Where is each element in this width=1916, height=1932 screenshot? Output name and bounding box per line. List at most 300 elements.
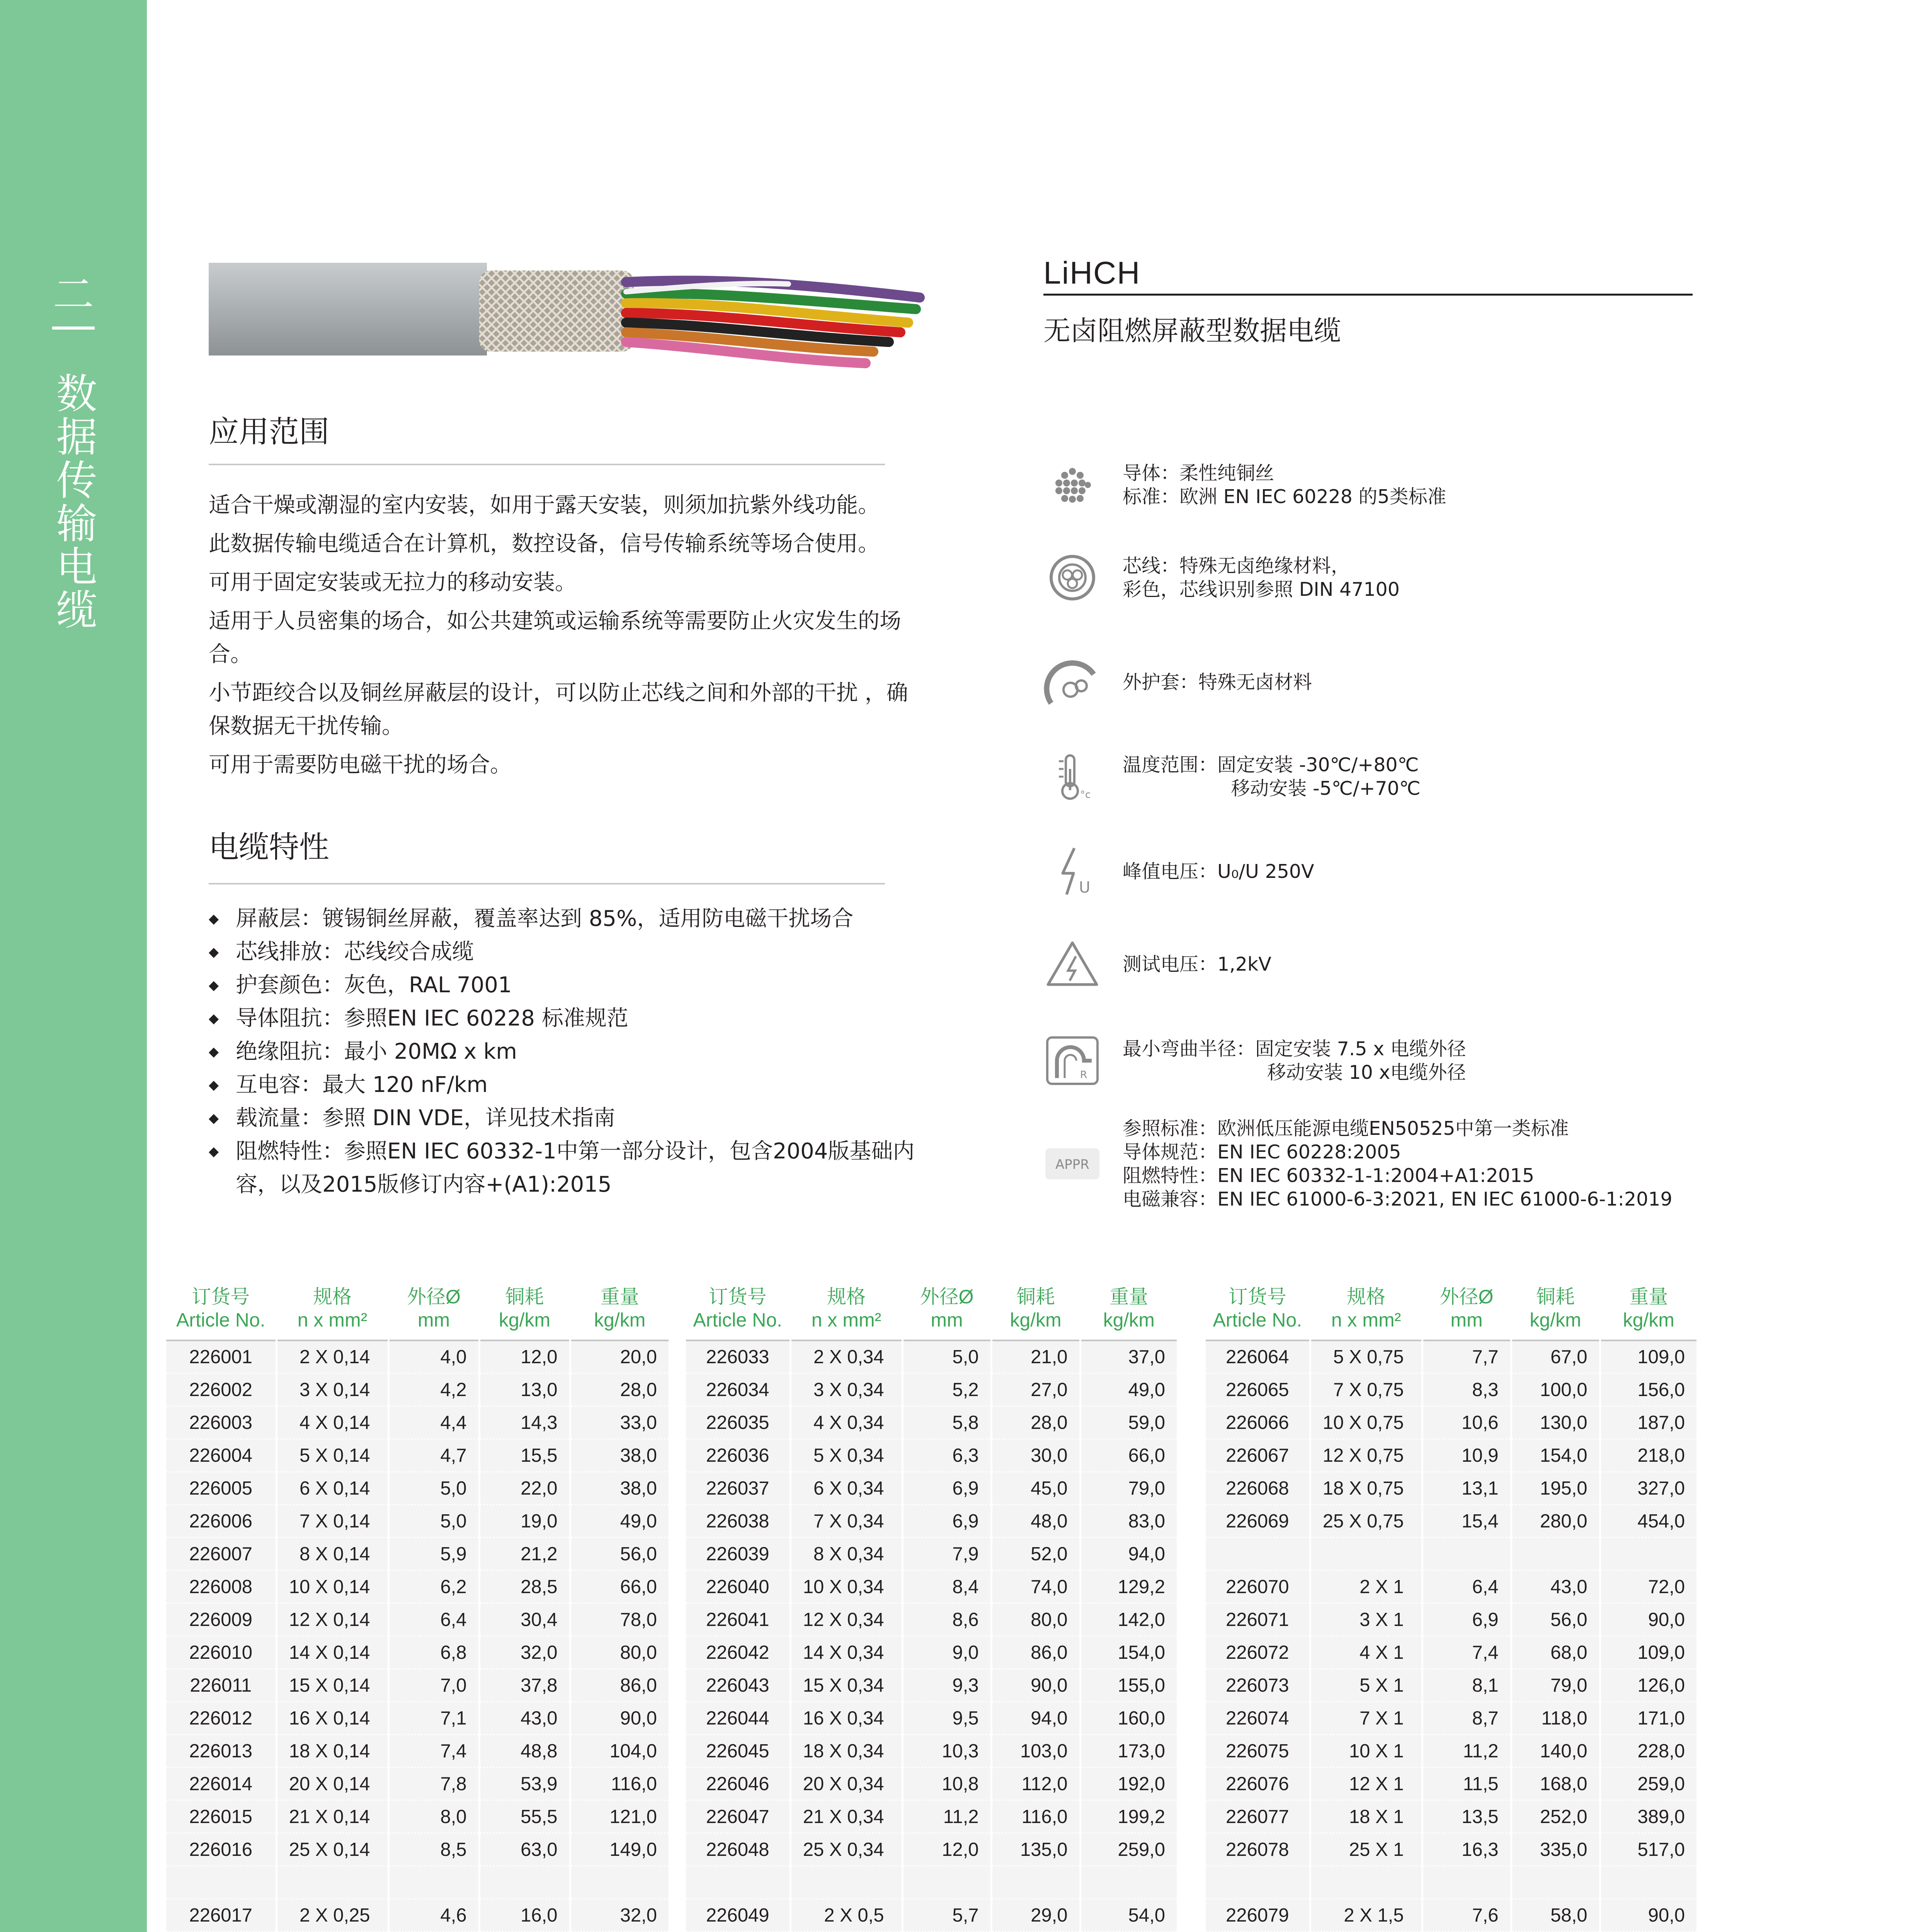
- table-row: [1206, 1406, 1696, 1439]
- table-row: [1206, 1340, 1696, 1373]
- copper-weight: 168,0: [1511, 1767, 1600, 1800]
- cable-spec: 14 X 0,34: [790, 1636, 902, 1669]
- cable-weight: 187,0: [1600, 1406, 1696, 1439]
- table-row: [166, 1833, 669, 1866]
- spec-peak-voltage-text: 峰值电压：U₀/U 250V: [1123, 860, 1314, 883]
- cable-weight: 59,0: [1080, 1406, 1177, 1439]
- column-header: [1422, 1277, 1511, 1340]
- copper-weight: 100,0: [1511, 1373, 1600, 1406]
- cable-weight: 155,0: [1080, 1669, 1177, 1702]
- cable-weight: 154,0: [1080, 1636, 1177, 1669]
- spec-standards: [1043, 1117, 1778, 1211]
- copper-weight: 80,0: [991, 1603, 1080, 1636]
- cable-weight: 517,0: [1600, 1833, 1696, 1866]
- cable-spec: 6 X 0,34: [790, 1472, 902, 1505]
- approval-icon-label: APPR: [1055, 1157, 1089, 1172]
- outer-diameter: 6,4: [1422, 1570, 1511, 1603]
- outer-diameter: 6,9: [902, 1505, 991, 1537]
- outer-diameter: 16,3: [1422, 1833, 1511, 1866]
- copper-weight: 30,0: [991, 1439, 1080, 1472]
- outer-diameter: 7,8: [388, 1767, 479, 1800]
- cable-spec: 25 X 0,34: [790, 1833, 902, 1866]
- table-row: [686, 1735, 1177, 1767]
- article-number: 226075: [1206, 1735, 1310, 1767]
- article-number: 226064: [1206, 1340, 1310, 1373]
- outer-diameter: 9,3: [902, 1669, 991, 1702]
- column-header: [902, 1277, 991, 1340]
- table-row: [166, 1767, 669, 1800]
- table-row: [1206, 1636, 1696, 1669]
- copper-weight: 37,8: [479, 1669, 570, 1702]
- column-header-en: kg/km: [1010, 1309, 1062, 1331]
- spec-table-1: [166, 1277, 669, 1932]
- column-header-en: n x mm²: [811, 1309, 881, 1331]
- usage-heading: 应用范围: [209, 415, 330, 449]
- cable-spec: 21 X 0,34: [790, 1800, 902, 1833]
- spec-bend-radius-text: 最小弯曲半径：固定安装 7.5 x 电缆外径 移动安装 10 x电缆外径: [1123, 1038, 1466, 1083]
- column-header-en: n x mm²: [1331, 1309, 1401, 1331]
- table-row: [1206, 1373, 1696, 1406]
- table-row: [686, 1702, 1177, 1735]
- outer-diameter: 5,7: [902, 1899, 991, 1932]
- table-row: [166, 1702, 669, 1735]
- column-header-zh: 重量: [1629, 1286, 1668, 1308]
- column-header: [790, 1277, 902, 1340]
- cable-weight: 126,0: [1600, 1669, 1696, 1702]
- spec-conductor-text: 导体：柔性纯铜丝 标准：欧洲 EN IEC 60228 的5类标准: [1123, 462, 1446, 508]
- article-number: [1206, 1866, 1310, 1899]
- usage-paragraph: 适用于人员密集的场合，如公共建筑或运输系统等需要防止火灾发生的场合。: [209, 609, 901, 667]
- table-row: [686, 1767, 1177, 1800]
- table-row: [1206, 1735, 1696, 1767]
- spec-conductor: [1043, 456, 1778, 514]
- copper-weight: 13,0: [479, 1373, 570, 1406]
- column-header-zh: 重量: [1109, 1286, 1149, 1308]
- outer-diameter: 4,4: [388, 1406, 479, 1439]
- spec-bend-radius: [1043, 1032, 1778, 1090]
- cable-spec: 20 X 0,34: [790, 1767, 902, 1800]
- copper-weight: 52,0: [991, 1537, 1080, 1570]
- article-number: 226041: [686, 1603, 790, 1636]
- table-row: [166, 1537, 669, 1570]
- cable-weight: 72,0: [1600, 1570, 1696, 1603]
- column-header: [1511, 1277, 1600, 1340]
- column-header-zh: 规格: [1347, 1286, 1385, 1308]
- copper-weight: [1511, 1537, 1600, 1570]
- spec-test-voltage: [1043, 935, 1778, 993]
- outer-diameter: 7,1: [388, 1702, 479, 1735]
- cable-spec: [790, 1866, 902, 1899]
- product-description: 无卤阻燃屏蔽型数据电缆: [1043, 315, 1341, 347]
- spec-core-text: 芯线：特殊无卤绝缘材料， 彩色，芯线识别参照 DIN 47100: [1123, 555, 1400, 600]
- table-row: [1206, 1439, 1696, 1472]
- copper-weight: 154,0: [1511, 1439, 1600, 1472]
- spec-sheath: [1043, 653, 1778, 711]
- copper-weight: 335,0: [1511, 1833, 1600, 1866]
- copper-weight: 32,0: [479, 1636, 570, 1669]
- cable-weight: 56,0: [570, 1537, 669, 1570]
- cable-weight: [1600, 1866, 1696, 1899]
- article-number: 226037: [686, 1472, 790, 1505]
- cable-spec: 12 X 1: [1310, 1767, 1422, 1800]
- copper-weight: 15,5: [479, 1439, 570, 1472]
- cable-spec: 15 X 0,34: [790, 1669, 902, 1702]
- article-number: 226042: [686, 1636, 790, 1669]
- article-number: 226040: [686, 1570, 790, 1603]
- cable-spec: 2 X 0,34: [790, 1340, 902, 1373]
- copper-weight: 252,0: [1511, 1800, 1600, 1833]
- cable-spec: 2 X 0,14: [276, 1340, 388, 1373]
- copper-weight: [991, 1866, 1080, 1899]
- conductor-icon: [1043, 456, 1101, 514]
- article-number: 226009: [166, 1603, 276, 1636]
- cable-weight: 66,0: [1080, 1439, 1177, 1472]
- outer-diameter: 8,3: [1422, 1373, 1511, 1406]
- outer-diameter: 10,3: [902, 1735, 991, 1767]
- cable-weight: [570, 1866, 669, 1899]
- spec-table-3: [1206, 1277, 1696, 1932]
- cable-weight: 228,0: [1600, 1735, 1696, 1767]
- copper-weight: 112,0: [991, 1767, 1080, 1800]
- column-header-zh: 外径Ø: [1440, 1286, 1494, 1308]
- article-number: 226074: [1206, 1702, 1310, 1735]
- bend-radius-icon: [1043, 1032, 1101, 1090]
- cable-weight: 83,0: [1080, 1505, 1177, 1537]
- table-row: [1206, 1702, 1696, 1735]
- column-header: [276, 1277, 388, 1340]
- outer-diameter: 7,0: [388, 1669, 479, 1702]
- outer-diameter: 8,1: [1422, 1669, 1511, 1702]
- article-number: 226007: [166, 1537, 276, 1570]
- cable-weight: 259,0: [1080, 1833, 1177, 1866]
- outer-diameter: [902, 1866, 991, 1899]
- article-number: 226017: [166, 1899, 276, 1932]
- table-row: [1206, 1472, 1696, 1505]
- article-number: 226014: [166, 1767, 276, 1800]
- copper-weight: 21,0: [991, 1340, 1080, 1373]
- copper-weight: 30,4: [479, 1603, 570, 1636]
- sheath-icon: [1043, 653, 1101, 711]
- usage-rule: [209, 464, 885, 465]
- cable-spec: 4 X 1: [1310, 1636, 1422, 1669]
- property-item: ◆ 阻燃特性：参照EN IEC 60332-1中第一部分设计，包含2004版基础内容，以及2015版修订内容+(A1):2015: [209, 1135, 935, 1201]
- article-number: 226035: [686, 1406, 790, 1439]
- copper-weight: [1511, 1866, 1600, 1899]
- outer-diameter: [388, 1866, 479, 1899]
- cable-weight: 109,0: [1600, 1340, 1696, 1373]
- table-row: [166, 1636, 669, 1669]
- table-body: [1206, 1340, 1696, 1932]
- table-row: [686, 1439, 1177, 1472]
- article-number: 226072: [1206, 1636, 1310, 1669]
- outer-diameter: 5,0: [388, 1472, 479, 1505]
- table-row: [1206, 1899, 1696, 1932]
- table-row: [686, 1899, 1177, 1932]
- property-item: ◆ 互电容：最大 120 nF/km: [209, 1068, 935, 1102]
- outer-diameter: 4,0: [388, 1340, 479, 1373]
- spec-temperature: [1043, 748, 1778, 806]
- table-row: [166, 1866, 669, 1899]
- column-header-zh: 规格: [827, 1286, 866, 1308]
- cable-weight: 38,0: [570, 1439, 669, 1472]
- table-body: [686, 1340, 1177, 1932]
- cable-spec: 12 X 0,75: [1310, 1439, 1422, 1472]
- cable-weight: 20,0: [570, 1340, 669, 1373]
- cable-weight: 86,0: [570, 1669, 669, 1702]
- copper-weight: 45,0: [991, 1472, 1080, 1505]
- article-number: 226010: [166, 1636, 276, 1669]
- column-header-zh: 订货号: [708, 1286, 767, 1308]
- column-header: [166, 1277, 276, 1340]
- thermometer-icon: [1043, 748, 1101, 806]
- article-number: 226016: [166, 1833, 276, 1866]
- spec-standards-text: 参照标准：欧洲低压能源电缆EN50525中第一类标准 导体规范：EN IEC 60228:2005 阻燃特性：EN IEC 60332-1-1:2004+A1:2015 电磁兼容：EN IEC 61000-6-3:2021, EN IEC 61000-6-1:2019: [1123, 1117, 1673, 1210]
- cable-spec: 8 X 0,34: [790, 1537, 902, 1570]
- outer-diameter: 4,7: [388, 1439, 479, 1472]
- cable-weight: 121,0: [570, 1800, 669, 1833]
- cable-spec: 16 X 0,14: [276, 1702, 388, 1735]
- column-header-en: mm: [1450, 1309, 1483, 1331]
- cable-weight: 90,0: [1600, 1603, 1696, 1636]
- copper-weight: 16,0: [479, 1899, 570, 1932]
- cable-spec: [276, 1866, 388, 1899]
- cable-spec: 5 X 0,34: [790, 1439, 902, 1472]
- article-number: 226034: [686, 1373, 790, 1406]
- property-item: ◆ 护套颜色：灰色，RAL 7001: [209, 969, 935, 1002]
- table-row: [686, 1373, 1177, 1406]
- article-number: 226015: [166, 1800, 276, 1833]
- column-header-zh: 铜耗: [505, 1286, 544, 1308]
- outer-diameter: 9,5: [902, 1702, 991, 1735]
- cable-weight: 156,0: [1600, 1373, 1696, 1406]
- copper-weight: 116,0: [991, 1800, 1080, 1833]
- column-header-zh: 铜耗: [1016, 1286, 1055, 1308]
- product-code: LiHCH: [1043, 255, 1141, 291]
- table-row: [1206, 1603, 1696, 1636]
- cable-weight: 116,0: [570, 1767, 669, 1800]
- table-row: [686, 1570, 1177, 1603]
- cable-weight: 32,0: [570, 1899, 669, 1932]
- column-header: [570, 1277, 669, 1340]
- cable-weight: 142,0: [1080, 1603, 1177, 1636]
- copper-weight: 135,0: [991, 1833, 1080, 1866]
- cable-photo: [209, 255, 927, 386]
- cable-weight: 454,0: [1600, 1505, 1696, 1537]
- article-number: [1206, 1537, 1310, 1570]
- table-row: [1206, 1800, 1696, 1833]
- article-number: 226066: [1206, 1406, 1310, 1439]
- cable-weight: 79,0: [1080, 1472, 1177, 1505]
- cable-spec: 25 X 1: [1310, 1833, 1422, 1866]
- column-header: [479, 1277, 570, 1340]
- article-number: 226005: [166, 1472, 276, 1505]
- column-header-zh: 订货号: [192, 1286, 250, 1308]
- outer-diameter: 5,2: [902, 1373, 991, 1406]
- article-number: 226079: [1206, 1899, 1310, 1932]
- cable-spec: 10 X 0,75: [1310, 1406, 1422, 1439]
- outer-diameter: 10,9: [1422, 1439, 1511, 1472]
- property-item: ◆ 芯线排放：芯线绞合成缆: [209, 935, 935, 969]
- table-row: [686, 1636, 1177, 1669]
- column-header-en: kg/km: [1103, 1309, 1155, 1331]
- table-row: [166, 1439, 669, 1472]
- cable-weight: 38,0: [570, 1472, 669, 1505]
- article-number: 226006: [166, 1505, 276, 1537]
- properties-rule: [209, 883, 885, 884]
- column-header-zh: 外径Ø: [407, 1286, 461, 1308]
- cable-spec: 7 X 0,34: [790, 1505, 902, 1537]
- copper-weight: 63,0: [479, 1833, 570, 1866]
- article-number: 226033: [686, 1340, 790, 1373]
- spec-test-voltage-text: 测试电压：1,2kV: [1123, 953, 1271, 975]
- copper-weight: 48,8: [479, 1735, 570, 1767]
- cable-spec: [1310, 1866, 1422, 1899]
- cable-spec: 18 X 0,75: [1310, 1472, 1422, 1505]
- outer-diameter: 11,2: [1422, 1735, 1511, 1767]
- cable-weight: 171,0: [1600, 1702, 1696, 1735]
- table-row: [686, 1800, 1177, 1833]
- cable-spec: 16 X 0,34: [790, 1702, 902, 1735]
- table-row: [1206, 1767, 1696, 1800]
- copper-weight: 14,3: [479, 1406, 570, 1439]
- outer-diameter: 6,9: [902, 1472, 991, 1505]
- spec-sheath-text: 外护套：特殊无卤材料: [1123, 671, 1312, 693]
- table-row: [166, 1570, 669, 1603]
- cable-spec: 3 X 0,14: [276, 1373, 388, 1406]
- outer-diameter: 9,0: [902, 1636, 991, 1669]
- column-header: [1080, 1277, 1177, 1340]
- cable-weight: 33,0: [570, 1406, 669, 1439]
- table-row: [686, 1340, 1177, 1373]
- copper-weight: 19,0: [479, 1505, 570, 1537]
- table-row: [166, 1505, 669, 1537]
- article-number: 226068: [1206, 1472, 1310, 1505]
- article-number: [686, 1866, 790, 1899]
- table-row: [686, 1406, 1177, 1439]
- cable-spec: 7 X 0,14: [276, 1505, 388, 1537]
- cable-spec: 3 X 0,34: [790, 1373, 902, 1406]
- article-number: 226076: [1206, 1767, 1310, 1800]
- cable-spec: 18 X 0,14: [276, 1735, 388, 1767]
- table-header-row: [1206, 1277, 1696, 1340]
- copper-weight: 67,0: [1511, 1340, 1600, 1373]
- voltage-icon: [1043, 842, 1101, 900]
- spec-temperature-text: 温度范围：固定安装 -30℃/+80℃ 移动安装 -5℃/+70℃: [1123, 754, 1421, 799]
- outer-diameter: 6,3: [902, 1439, 991, 1472]
- table-row: [1206, 1537, 1696, 1570]
- copper-weight: 74,0: [991, 1570, 1080, 1603]
- spec-peak-voltage: [1043, 842, 1778, 900]
- outer-diameter: 12,0: [902, 1833, 991, 1866]
- article-number: 226069: [1206, 1505, 1310, 1537]
- copper-weight: 56,0: [1511, 1603, 1600, 1636]
- cable-weight: 192,0: [1080, 1767, 1177, 1800]
- cable-spec: 12 X 0,34: [790, 1603, 902, 1636]
- cable-weight: 218,0: [1600, 1439, 1696, 1472]
- section-title: [0, 270, 147, 632]
- column-header-en: mm: [417, 1309, 450, 1331]
- cable-weight: 66,0: [570, 1570, 669, 1603]
- table-row: [1206, 1570, 1696, 1603]
- copper-weight: 90,0: [991, 1669, 1080, 1702]
- copper-weight: 68,0: [1511, 1636, 1600, 1669]
- article-number: [166, 1866, 276, 1899]
- cable-spec: 2 X 0,5: [790, 1899, 902, 1932]
- copper-weight: 12,0: [479, 1340, 570, 1373]
- article-number: 226077: [1206, 1800, 1310, 1833]
- column-header-en: Article No.: [1213, 1309, 1302, 1331]
- table-row: [1206, 1833, 1696, 1866]
- copper-weight: 43,0: [1511, 1570, 1600, 1603]
- cable-spec: 7 X 0,75: [1310, 1373, 1422, 1406]
- copper-weight: 195,0: [1511, 1472, 1600, 1505]
- outer-diameter: 7,9: [902, 1537, 991, 1570]
- spec-core: [1043, 549, 1778, 607]
- article-number: 226073: [1206, 1669, 1310, 1702]
- outer-diameter: 8,5: [388, 1833, 479, 1866]
- article-number: 226012: [166, 1702, 276, 1735]
- table-row: [166, 1472, 669, 1505]
- column-header-zh: 订货号: [1228, 1286, 1286, 1308]
- table-row: [686, 1537, 1177, 1570]
- outer-diameter: 7,4: [388, 1735, 479, 1767]
- properties-heading: 电缆特性: [209, 830, 330, 865]
- table-body: [166, 1340, 669, 1932]
- column-header-zh: 外径Ø: [920, 1286, 974, 1308]
- cable-spec: 2 X 1: [1310, 1570, 1422, 1603]
- copper-weight: 55,5: [479, 1800, 570, 1833]
- outer-diameter: 13,5: [1422, 1800, 1511, 1833]
- usage-paragraph: 适合干燥或潮湿的室内安装，如用于露天安装，则须加抗紫外线功能。: [209, 493, 880, 518]
- outer-diameter: 5,0: [902, 1340, 991, 1373]
- table-row: [1206, 1669, 1696, 1702]
- cable-spec: 25 X 0,75: [1310, 1505, 1422, 1537]
- table-row: [686, 1472, 1177, 1505]
- cable-spec: 18 X 1: [1310, 1800, 1422, 1833]
- article-number: 226011: [166, 1669, 276, 1702]
- cable-spec: 5 X 1: [1310, 1669, 1422, 1702]
- section-divider: [52, 327, 95, 330]
- cable-spec: 4 X 0,14: [276, 1406, 388, 1439]
- outer-diameter: 7,7: [1422, 1340, 1511, 1373]
- column-header-zh: 规格: [313, 1286, 352, 1308]
- outer-diameter: 7,4: [1422, 1636, 1511, 1669]
- outer-diameter: 6,2: [388, 1570, 479, 1603]
- table-row: [686, 1505, 1177, 1537]
- cable-weight: 199,2: [1080, 1800, 1177, 1833]
- column-header: [991, 1277, 1080, 1340]
- outer-diameter: 8,7: [1422, 1702, 1511, 1735]
- cable-spec: 2 X 1,5: [1310, 1899, 1422, 1932]
- table-row: [686, 1603, 1177, 1636]
- svg-text:U: U: [1079, 879, 1091, 896]
- cable-spec: [1310, 1537, 1422, 1570]
- cable-weight: [1600, 1537, 1696, 1570]
- outer-diameter: 13,1: [1422, 1472, 1511, 1505]
- cable-spec: 8 X 0,14: [276, 1537, 388, 1570]
- cable-spec: 6 X 0,14: [276, 1472, 388, 1505]
- cable-weight: 94,0: [1080, 1537, 1177, 1570]
- copper-weight: 130,0: [1511, 1406, 1600, 1439]
- article-number: 226048: [686, 1833, 790, 1866]
- cable-weight: 389,0: [1600, 1800, 1696, 1833]
- property-item: ◆ 导体阻抗：参照EN IEC 60228 标准规范: [209, 1002, 935, 1035]
- article-number: 226043: [686, 1669, 790, 1702]
- cable-weight: [1080, 1866, 1177, 1899]
- article-number: 226039: [686, 1537, 790, 1570]
- article-number: 226003: [166, 1406, 276, 1439]
- column-header: [1600, 1277, 1696, 1340]
